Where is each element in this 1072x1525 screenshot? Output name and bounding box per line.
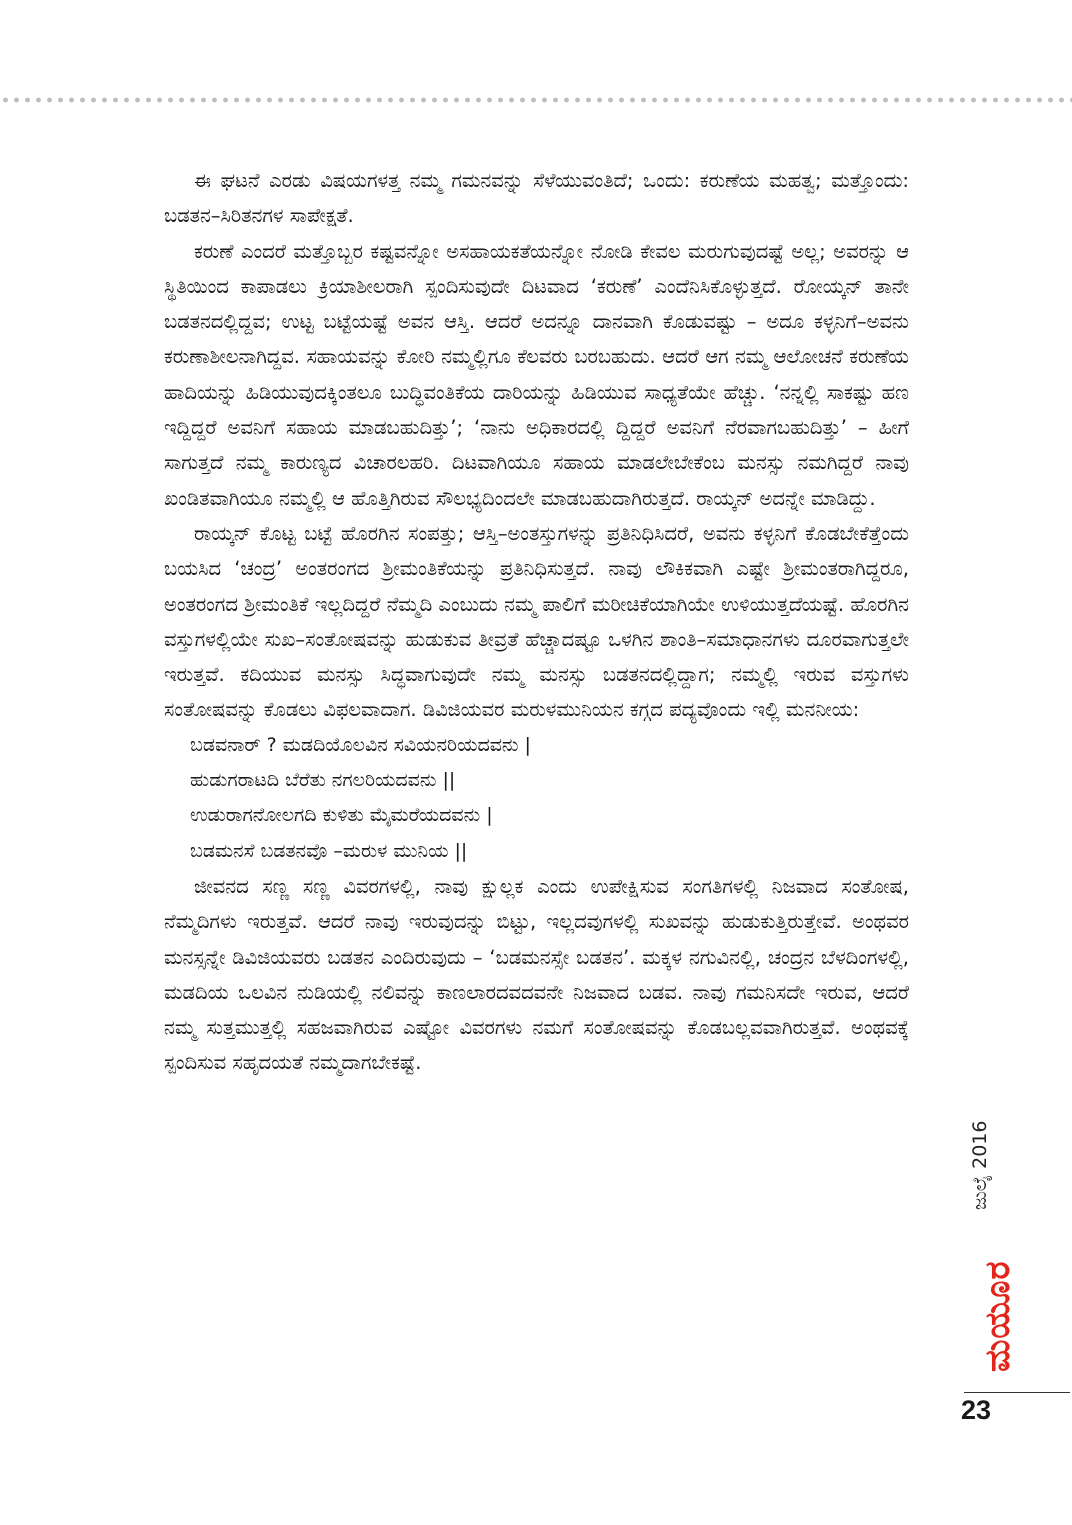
- poem-line-1: ಬಡವನಾರ್ ? ಮಡದಿಯೊಲವಿನ ಸವಿಯನರಿಯದವನು |: [190, 733, 531, 756]
- page-number: 23: [961, 1395, 992, 1425]
- paragraph-1: ಈ ಘಟನೆ ಎರಡು ವಿಷಯಗಳತ್ತ ನಮ್ಮ ಗಮನವನ್ನು ಸೆಳೆಯುವಂತಿದೆ; ಒಂದು: ಕರುಣೆಯ ಮಹತ್ವ; ಮತ್ತೊಂದು: ಬಡತನ–ಸಿರಿತನಗಳ ಸಾಪೇಕ್ಷತೆ.: [164, 169, 909, 228]
- paragraph-2: ಕರುಣೆ ಎಂದರೆ ಮತ್ತೊಬ್ಬರ ಕಷ್ಟವನ್ನೋ ಅಸಹಾಯಕತೆಯನ್ನೋ ನೋಡಿ ಕೇವಲ ಮರುಗುವುದಷ್ಟೆ ಅಲ್ಲ; ಅವರನ್ನು ಆ ಸ್ಥಿತಿಯಿಂದ ಕಾಪಾಡಲು ಕ್ರಿಯಾಶೀಲರಾಗಿ ಸ್ಪಂದಿಸುವುದೇ ದಿಟವಾದ ‘ಕರುಣೆ’ ಎಂದೆನಿಸಿಕೊಳ್ಳುತ್ತದೆ. ರೋಯ್ಕನ್ ತಾನೇ ಬಡತನದಲ್ಲಿದ್ದವ; ಉಟ್ಟ ಬಟ್ಟೆಯಷ್ಟೆ ಅವನ ಆಸ್ತಿ. ಆದರೆ ಅದನ್ನೂ ದಾನವಾಗಿ ಕೊಡುವಷ್ಟು – ಅದೂ ಕಳ್ಳನಿಗೆ–ಅವನು ಕರುಣಾಶೀಲನಾಗಿದ್ದವ. ಸಹಾಯವನ್ನು ಕೋರಿ ನಮ್ಮಲ್ಲಿಗೂ ಕೆಲವರು ಬರಬಹುದು. ಆದರೆ ಆಗ ನಮ್ಮ ಆಲೋಚನೆ ಕರುಣೆಯ ಹಾದಿಯನ್ನು ಹಿಡಿಯುವುದಕ್ಕಿಂತಲೂ ಬುದ್ಧಿವಂತಿಕೆಯ ದಾರಿಯನ್ನು ಹಿಡಿಯುವ ಸಾಧ್ಯತೆಯೇ ಹೆಚ್ಚು. ‘ನನ್ನಲ್ಲಿ ಸಾಕಷ್ಟು ಹಣ ಇದ್ದಿದ್ದರೆ ಅವನಿಗೆ ಸಹಾಯ ಮಾಡಬಹುದಿತ್ತು’; ‘ನಾನು ಅಧಿಕಾರದಲ್ಲಿ ದ್ದಿದ್ದರೆ ಅವನಿಗೆ ನೆರವಾಗಬಹುದಿತ್ತು’ – ಹೀಗೆ ಸಾಗುತ್ತದೆ ನಮ್ಮ ಕಾರುಣ್ಯದ ವಿಚಾರಲಹರಿ. ದಿಟವಾಗಿಯೂ ಸಹಾಯ ಮಾಡಲೇಬೇಕೆಂಬ ಮನಸ್ಸು ನಮಗಿದ್ದರೆ ನಾವು ಖಂಡಿತವಾಗಿಯೂ ನಮ್ಮಲ್ಲಿ ಆ ಹೊತ್ತಿಗಿರುವ ಸೌಲಭ್ಯದಿಂದಲೇ ಮಾಡಬಹುದಾಗಿರುತ್ತದೆ. ರಾಯ್ಕನ್ ಅದನ್ನೇ ಮಾಡಿದ್ದು.: [164, 239, 909, 510]
- article-body: [164, 163, 909, 1081]
- issue-date-text: ಜುಲೈ 2016: [969, 1120, 991, 1210]
- poem-line-4: ಬಡಮನಸೆ ಬಡತನವೊ –ಮರುಳ ಮುನಿಯ ||: [190, 839, 468, 862]
- top-dotted-rule: [0, 96, 1072, 104]
- paragraph-3: ರಾಯ್ಕನ್ ಕೊಟ್ಟ ಬಟ್ಟೆ ಹೊರಗಿನ ಸಂಪತ್ತು; ಆಸ್ತಿ–ಅಂತಸ್ತುಗಳನ್ನು ಪ್ರತಿನಿಧಿಸಿದರೆ, ಅವನು ಕಳ್ಳನಿಗೆ ಕೊಡಬೇಕೆತ್ತೆಂದು ಬಯಸಿದ ‘ಚಂದ್ರ’ ಅಂತರಂಗದ ಶ್ರೀಮಂತಿಕೆಯನ್ನು ಪ್ರತಿನಿಧಿಸುತ್ತದೆ. ನಾವು ಲೌಕಿಕವಾಗಿ ಎಷ್ಟೇ ಶ್ರೀಮಂತರಾಗಿದ್ದರೂ, ಅಂತರಂಗದ ಶ್ರೀಮಂತಿಕೆ ಇಲ್ಲದಿದ್ದರೆ ನೆಮ್ಮದಿ ಎಂಬುದು ನಮ್ಮ ಪಾಲಿಗೆ ಮರೀಚಿಕೆಯಾಗಿಯೇ ಉಳಿಯುತ್ತದೆಯಷ್ಟೆ. ಹೊರಗಿನ ವಸ್ತುಗಳಲ್ಲಿಯೇ ಸುಖ–ಸಂತೋಷವನ್ನು ಹುಡುಕುವ ತೀವ್ರತೆ ಹೆಚ್ಚಾದಷ್ಟೂ ಒಳಗಿನ ಶಾಂತಿ–ಸಮಾಧಾನಗಳು ದೂರವಾಗುತ್ತಲೇ ಇರುತ್ತವೆ. ಕದಿಯುವ ಮನಸ್ಸು ಸಿದ್ಧವಾಗುವುದೇ ನಮ್ಮ ಮನಸ್ಸು ಬಡತನದಲ್ಲಿದ್ದಾಗ; ನಮ್ಮಲ್ಲಿ ಇರುವ ವಸ್ತುಗಳು ಸಂತೋಷವನ್ನು ಕೊಡಲು ವಿಫಲವಾದಾಗ. ಡಿವಿಜಿಯವರ ಮರುಳಮುನಿಯನ ಕಗ್ಗದ ಪದ್ಯವೊಂದು ಇಲ್ಲಿ ಮನನೀಯ:: [164, 521, 909, 722]
- poem-line-3: ಉಡುರಾಗನೋಲಗದಿ ಕುಳಿತು ಮೈಮರೆಯದವನು |: [190, 804, 493, 827]
- poem-block: [164, 728, 909, 869]
- magazine-logo-text: ಮಯೂರ: [978, 1260, 1018, 1372]
- closing-paragraph: ಜೀವನದ ಸಣ್ಣ ಸಣ್ಣ ವಿವರಗಳಲ್ಲಿ, ನಾವು ಕ್ಷುಲ್ಲಕ ಎಂದು ಉಪೇಕ್ಷಿಸುವ ಸಂಗತಿಗಳಲ್ಲಿ ನಿಜವಾದ ಸಂತೋಷ, ನೆಮ್ಮದಿಗಳು ಇರುತ್ತವೆ. ಆದರೆ ನಾವು ಇರುವುದನ್ನು ಬಿಟ್ಟು, ಇಲ್ಲದವುಗಳಲ್ಲಿ ಸುಖವನ್ನು ಹುಡುಕುತ್ತಿರುತ್ತೇವೆ. ಅಂಥವರ ಮನಸ್ಸನ್ನೇ ಡಿವಿಜಿಯವರು ಬಡತನ ಎಂದಿರುವುದು – ‘ಬಡಮನಸ್ಸೇ ಬಡತನ’. ಮಕ್ಕಳ ನಗುವಿನಲ್ಲಿ, ಚಂದ್ರನ ಬೆಳದಿಂಗಳಲ್ಲಿ, ಮಡದಿಯ ಒಲವಿನ ನುಡಿಯಲ್ಲಿ ನಲಿವನ್ನು ಕಾಣಲಾರದವದವನೇ ನಿಜವಾದ ಬಡವ. ನಾವು ಗಮನಿಸದೇ ಇರುವ, ಆದರೆ ನಮ್ಮ ಸುತ್ತಮುತ್ತಲ್ಲಿ ಸಹಜವಾಗಿರುವ ಎಷ್ಟೋ ವಿವರಗಳು ನಮಗೆ ಸಂತೋಷವನ್ನು ಕೊಡಬಲ್ಲವವಾಗಿರುತ್ತವೆ. ಅಂಥವಕ್ಕೆ ಸ್ಪಂದಿಸುವ ಸಹೃದಯತೆ ನಮ್ಮದಾಗಬೇಕಷ್ಟೆ.: [164, 874, 909, 1075]
- poem-line-2: ಹುಡುಗರಾಟದಿ ಬೆರೆತು ನಗಲರಿಯದವನು ||: [190, 769, 456, 792]
- page-number-rule: [964, 1392, 1070, 1393]
